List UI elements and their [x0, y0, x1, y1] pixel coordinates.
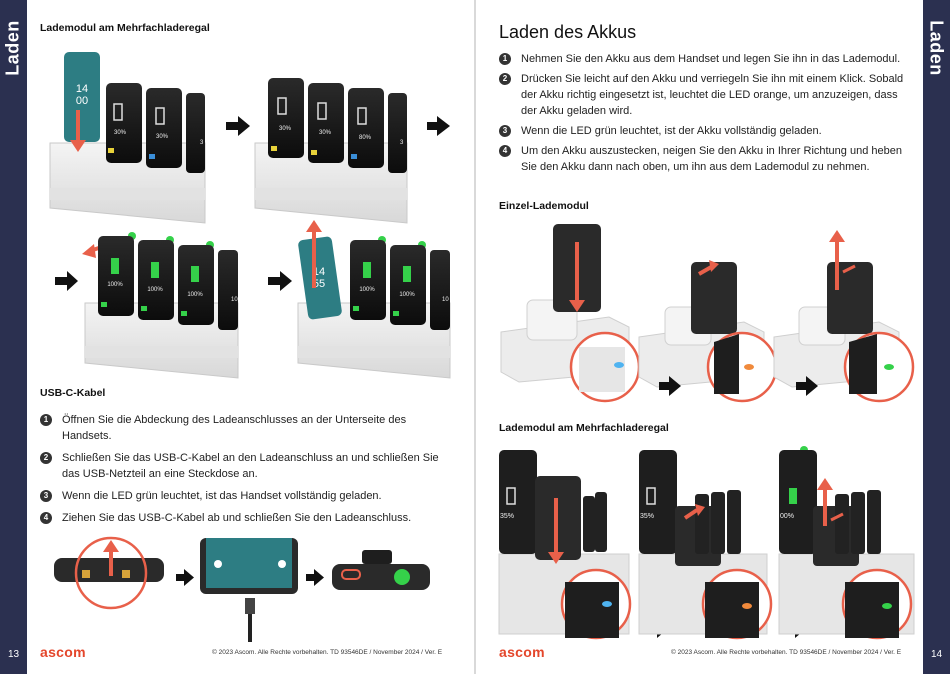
usb-step-3: 3 Wenn die LED grün leuchtet, ist das Handset vollständig geladen. [40, 488, 450, 504]
battery-step-4: 4 Um den Akku auszustecken, neigen Sie den Akku in Ihrer Richtung und heben Sie den Akku dann nach oben, um ihn aus dem Lademodul zu nehmen. [499, 143, 914, 175]
rack-panel-c [82, 232, 238, 378]
led-blue [614, 362, 624, 368]
copyright-left: © 2023 Ascom. Alle Rechte vorbehalten. TD 93546DE / November 2024 / Ver. E [212, 649, 443, 656]
right-page-title: Laden des Akkus [499, 22, 637, 42]
svg-text:30%: 30% [318, 130, 332, 136]
svg-text:30%: 30% [155, 134, 169, 140]
svg-text:80%: 80% [358, 135, 372, 141]
handset-in-rack [499, 450, 537, 554]
usb-step-4: 4 Ziehen Sie das USB-C-Kabel ab und schließen Sie den Ladeanschluss. [40, 510, 450, 526]
single-charger-figure [499, 222, 917, 402]
usb-step-1: 1 Öffnen Sie die Abdeckung des Ladeanschlusses an der Unterseite des Handsets. [40, 412, 450, 444]
arrow-right-4 [268, 271, 292, 291]
led-green [882, 603, 892, 609]
rack-battery-panel-3 [779, 446, 914, 638]
usb-c-plug [245, 598, 255, 614]
right-page-number: 14 [930, 649, 943, 660]
left-page-number: 13 [7, 649, 20, 660]
led-green [884, 364, 894, 370]
battery-step-3: 3 Wenn die LED grün leuchtet, ist der Akku vollständig geladen. [499, 123, 914, 139]
battery-step-2: 2 Drücken Sie leicht auf den Akku und verriegeln Sie ihn mit einem Klick. Sobald der Akku richtig eingesetzt ist, leuchtet die LED orange, um anzuzeigen, dass der Akku geladen wird. [499, 71, 914, 119]
single-charger-title: Einzel-Lademodul [499, 200, 589, 212]
single-charger-unit-1 [501, 224, 639, 401]
svg-text:30%: 30% [113, 130, 127, 136]
copyright-right: © 2023 Ascom. Alle Rechte vorbehalten. TD 93546DE / November 2024 / Ver. E [671, 649, 902, 656]
book-spine [474, 0, 476, 674]
led-green-glow [394, 569, 410, 585]
handset-clock-text: 14 [75, 83, 89, 95]
svg-text:00: 00 [75, 95, 89, 107]
svg-text:100%: 100% [399, 292, 415, 298]
left-sidebar-label: Laden [2, 20, 23, 76]
svg-text:10: 10 [231, 297, 238, 303]
svg-text:100%: 100% [359, 287, 375, 293]
usb-step-2: 2 Schließen Sie das USB-C-Kabel an den Ladeanschluss an und schließen Sie das USB-Netzteil an eine Steckdose an. [40, 450, 450, 482]
svg-text:100%: 100% [147, 287, 163, 293]
usb-c-figure [52, 536, 432, 644]
rack-battery-panel-2 [639, 450, 771, 638]
charge-label-1: 35% [500, 513, 515, 520]
single-charger-unit-3 [774, 230, 913, 401]
ascom-logo-left: ascom [40, 644, 86, 660]
handset-led-green [332, 550, 430, 590]
charge-label-2: 35% [640, 513, 655, 520]
arrow-right-3 [55, 271, 78, 291]
svg-text:14: 14 [312, 266, 326, 278]
charge-label-3: 00% [780, 513, 795, 520]
multi-charger-right-title: Lademodul am Mehrfachladeregal [499, 422, 669, 434]
right-sidebar-tab [923, 0, 950, 674]
led-blue [602, 601, 612, 607]
svg-text:55: 55 [312, 278, 326, 290]
left-section2-title: USB-C-Kabel [40, 387, 106, 399]
battery-step-1: 1 Nehmen Sie den Akku aus dem Handset und legen Sie ihn in das Lademodul. [499, 51, 914, 67]
usb-steps-list [40, 412, 450, 526]
rack-panel-b [255, 78, 407, 223]
led-orange [742, 603, 752, 609]
svg-text:3: 3 [400, 140, 404, 146]
multi-charger-rack-figure [50, 48, 450, 388]
arrow-right-usb-2 [306, 569, 324, 586]
led-orange [744, 364, 754, 370]
single-charger-unit-2 [639, 260, 776, 401]
right-sidebar-label: Laden [926, 20, 947, 76]
left-section1-title: Lademodul am Mehrfachladeregal [40, 22, 210, 34]
arrow-right-2 [427, 116, 450, 136]
svg-text:100%: 100% [107, 282, 123, 288]
handset-with-cable [200, 538, 298, 642]
battery-steps-list [499, 51, 914, 175]
arrow-right-usb-1 [176, 569, 194, 586]
left-sidebar-tab [0, 0, 27, 674]
arrow-right-1 [226, 116, 250, 136]
svg-text:100%: 100% [187, 292, 203, 298]
rack-panel-d [298, 220, 450, 378]
svg-text:30%: 30% [278, 126, 292, 132]
svg-text:3: 3 [200, 140, 204, 146]
svg-text:10: 10 [442, 297, 449, 303]
ascom-logo-right: ascom [499, 644, 545, 660]
handset-bottom-port [54, 538, 164, 608]
rack-battery-panel-1 [499, 450, 630, 638]
multi-charger-battery-figure [499, 444, 917, 644]
rack-panel-a [50, 52, 205, 223]
